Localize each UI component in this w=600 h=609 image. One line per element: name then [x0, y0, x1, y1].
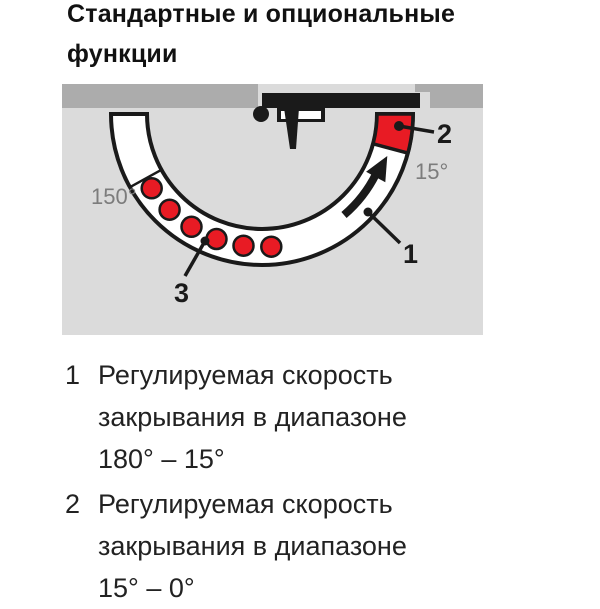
page-title-line-1: Стандартные и опциональные [67, 0, 456, 28]
damping-dot [207, 229, 227, 249]
legend-item-2-number: 2 [65, 489, 81, 519]
legend-item-1-number: 1 [65, 360, 81, 390]
legend-item-2-line-2: закрывания в диапазоне [98, 531, 407, 561]
damping-dot [234, 236, 254, 256]
callout-label-1: 1 [403, 239, 419, 269]
legend-item-2-text [98, 483, 407, 609]
legend-item-1 [65, 354, 407, 480]
damping-dot [261, 237, 281, 257]
callout-label-2: 2 [437, 119, 453, 149]
legend-item-1-text [98, 354, 407, 480]
legend-item-1-line-3: 180° – 15° [98, 444, 225, 474]
damping-dot [160, 200, 180, 220]
hinge-pivot-dot [253, 106, 269, 122]
damping-dot [142, 178, 162, 198]
angle-label-150: 150° [91, 184, 137, 209]
page-title-line-2: функции [67, 40, 178, 68]
page-title [67, 0, 455, 74]
legend-item-2 [65, 483, 407, 609]
callout-label-3: 3 [174, 278, 190, 308]
wall-left [62, 84, 258, 108]
legend-item-2-line-1: Регулируемая скорость [98, 489, 393, 519]
legend-item-2-line-3: 15° – 0° [98, 573, 195, 603]
wall-right [430, 84, 483, 108]
door-closer-rail [262, 93, 420, 108]
damping-dot [182, 217, 202, 237]
door-swing-diagram [62, 84, 483, 335]
legend-item-1-line-1: Регулируемая скорость [98, 360, 393, 390]
legend-item-1-line-2: закрывания в диапазоне [98, 402, 407, 432]
angle-label-15: 15° [415, 159, 449, 184]
